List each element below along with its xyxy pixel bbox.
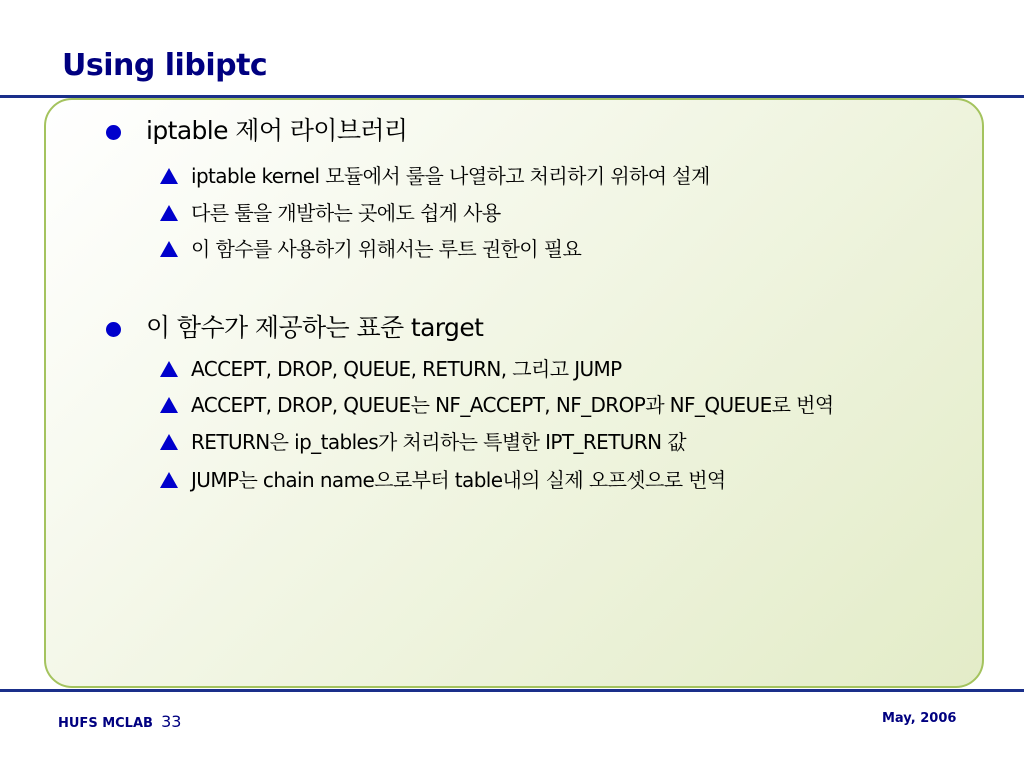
- list-item-text: ACCEPT, DROP, QUEUE는 NF_ACCEPT, NF_DROP과 NF_QUEUE로 번역: [191, 393, 834, 417]
- page-number: 33: [161, 712, 182, 731]
- list-item-text: RETURN은 ip_tables가 처리하는 특별한 IPT_RETURN 값: [191, 430, 686, 454]
- section-heading: 이 함수가 제공하는 표준 target: [146, 313, 484, 342]
- list-item-text: JUMP는 chain name으로부터 table내의 실제 오프셋으로 번역: [191, 468, 726, 492]
- triangle-bullet-icon: [160, 241, 178, 257]
- content-box: [44, 98, 984, 688]
- section-heading: iptable 제어 라이브러리: [146, 116, 408, 145]
- footer-left: [58, 712, 181, 731]
- triangle-bullet-icon: [160, 205, 178, 221]
- list-item-text: ACCEPT, DROP, QUEUE, RETURN, 그리고 JUMP: [191, 357, 622, 381]
- list-item-text: 다른 툴을 개발하는 곳에도 쉽게 사용: [191, 201, 501, 225]
- triangle-bullet-icon: [160, 397, 178, 413]
- slide-title: Using libiptc: [62, 48, 268, 83]
- circle-bullet-icon: [106, 125, 121, 140]
- list-item-text: 이 함수를 사용하기 위해서는 루트 권한이 필요: [191, 237, 582, 261]
- list-item-text: iptable kernel 모듈에서 룰을 나열하고 처리하기 위하여 설계: [191, 164, 710, 188]
- triangle-bullet-icon: [160, 472, 178, 488]
- triangle-bullet-icon: [160, 168, 178, 184]
- footer-date: May, 2006: [882, 711, 957, 726]
- footer-org: HUFS MCLAB: [58, 716, 153, 731]
- footer-divider: [0, 689, 1024, 692]
- circle-bullet-icon: [106, 322, 121, 337]
- triangle-bullet-icon: [160, 434, 178, 450]
- triangle-bullet-icon: [160, 361, 178, 377]
